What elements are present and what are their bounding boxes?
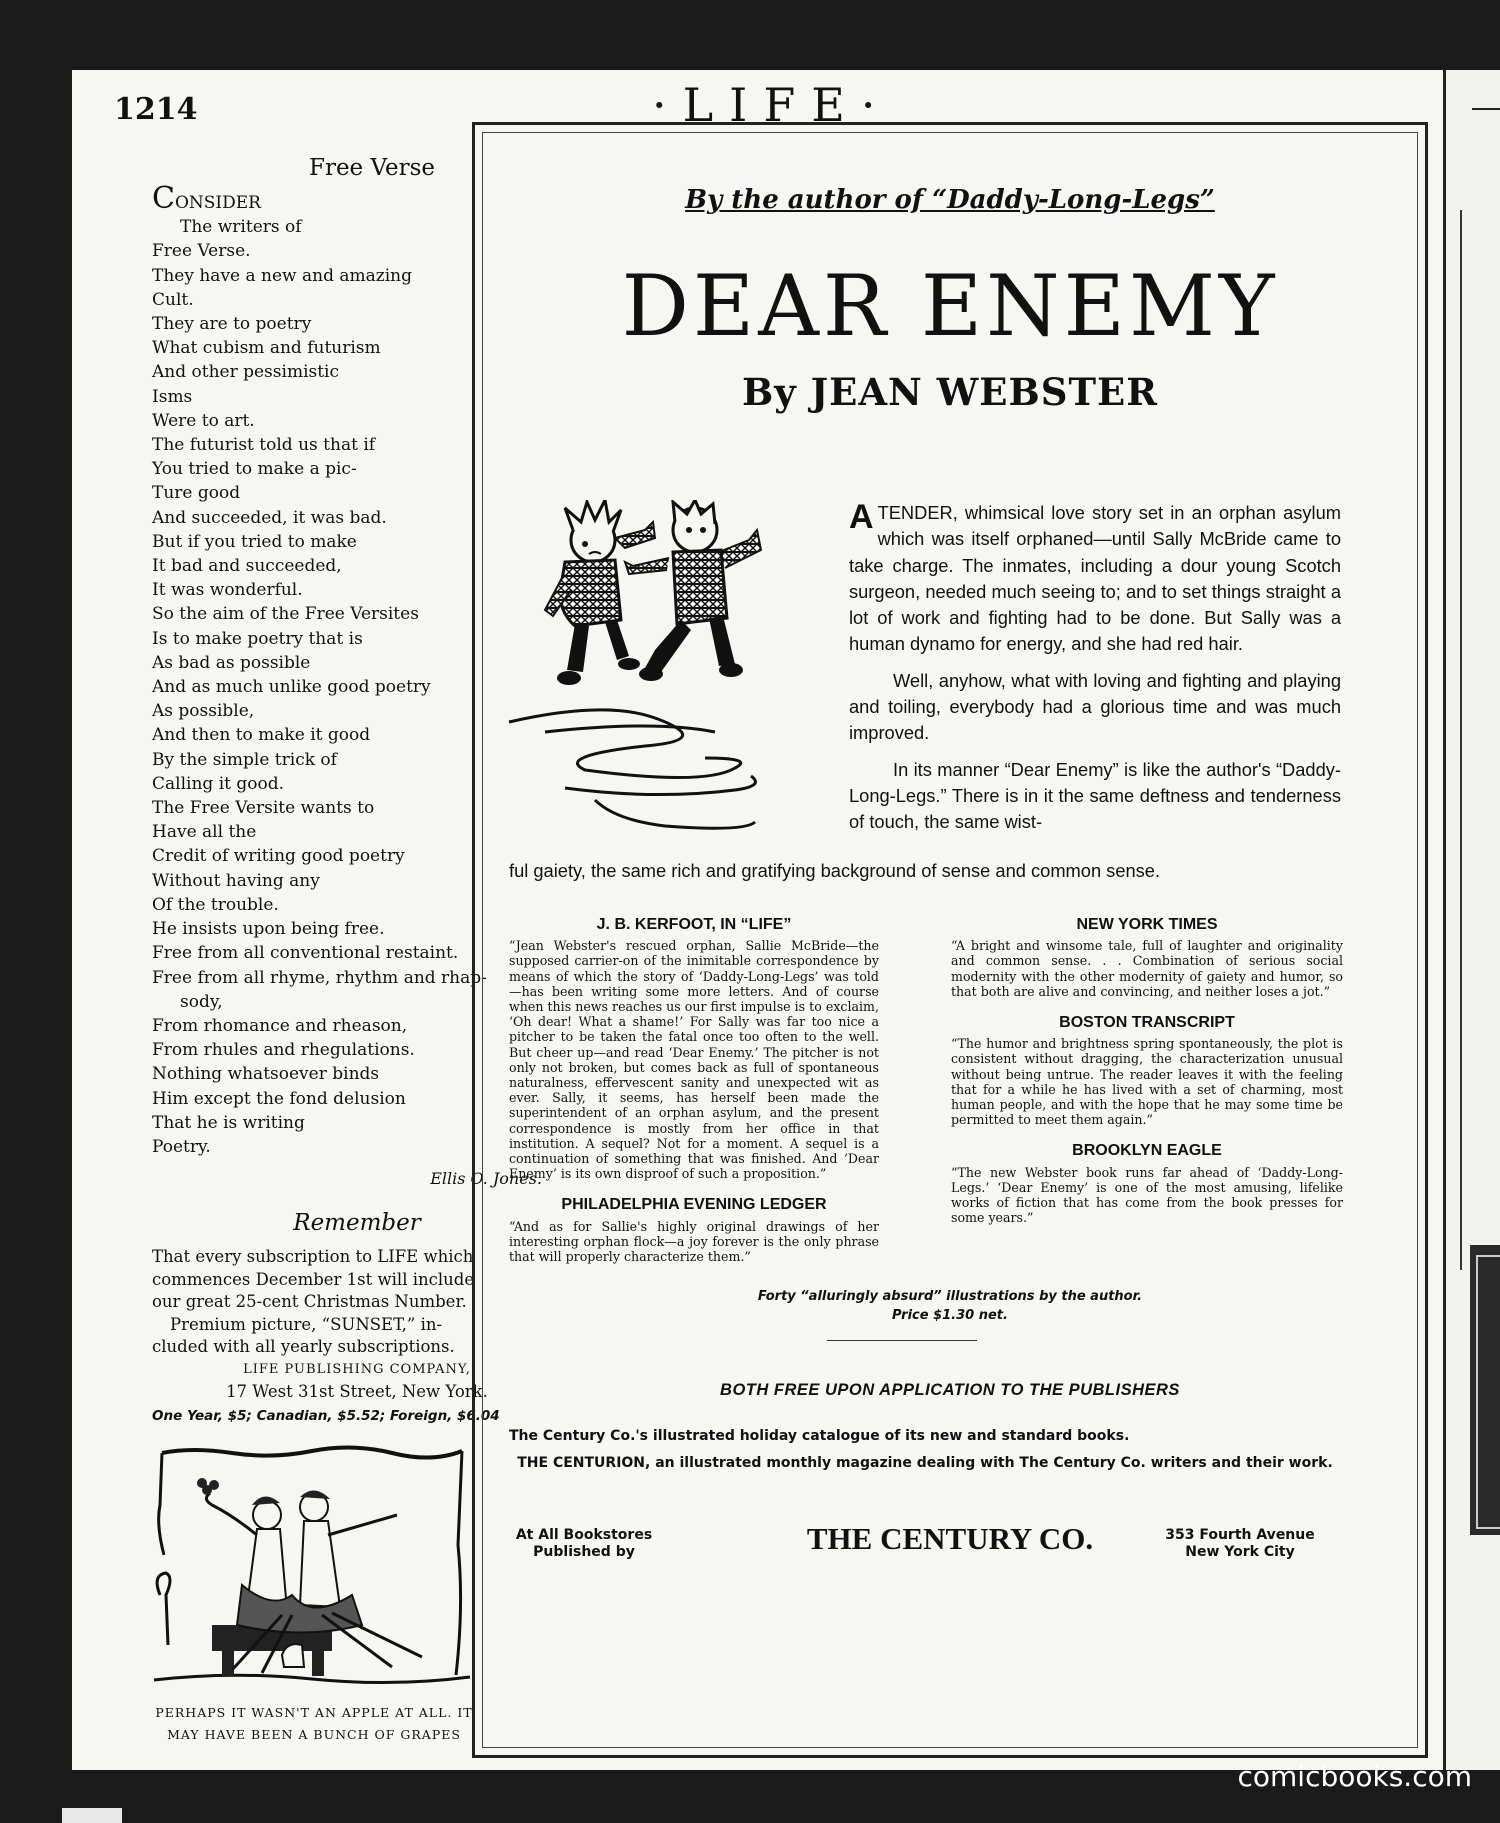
adjacent-page-edge <box>1443 70 1500 1770</box>
poem-line: And succeeded, it was bad. <box>152 507 387 528</box>
poem-line: By the simple trick of <box>152 749 337 770</box>
adjacent-page-line <box>1460 210 1462 1270</box>
remember-title: Remember <box>293 1210 421 1237</box>
address-street: 353 Fourth Avenue <box>1165 1527 1315 1543</box>
review-source: NEW YORK TIMES <box>1076 916 1218 933</box>
poem-line: Without having any <box>152 870 320 891</box>
review-text: “A bright and winsome tale, full of laughter and originality and common sense. . . Combination of serious social modernity with the other modernity of gaiety and humor, so that both are alive and convincing, and neither loses a jot.” <box>951 938 1343 999</box>
poem-line: Have all the <box>152 822 257 843</box>
description-para: ATENDER, whimsical love story set in an orphan asylum which was itself orphaned—until Sally McBride came to take charge. The inmates, including a dour young Scotch surgeon, needed much seeing to; and to set things straight a lot of work and fighting had to be done. But Sally was a human dynamo for energy, and she had red hair. <box>849 498 1341 655</box>
review-source: J. B. KERFOOT, IN “LIFE” <box>596 916 792 933</box>
book-description <box>849 500 1341 846</box>
adjacent-page-ad-border <box>1476 1255 1500 1529</box>
address-city: New York City <box>1185 1544 1295 1560</box>
adjacent-page-rule <box>1472 108 1500 110</box>
poem-line: From rhules and rhegulations. <box>152 1040 415 1061</box>
review-source: PHILADELPHIA EVENING LEDGER <box>561 1196 827 1214</box>
magazine-page <box>72 70 1448 1770</box>
poem-line: It was wonderful. <box>152 580 303 601</box>
subscription-prices: One Year, $5; Canadian, $5.52; Foreign, $6.04 <box>152 1407 500 1424</box>
remember-line: commences December 1st will include <box>152 1269 475 1289</box>
poem-line: Were to art. <box>152 410 255 431</box>
description-para: In its manner “Dear Enemy” is like the author's “Daddy-Long-Legs.” There is in it the same deftness and tenderness of touch, the same wist- <box>849 758 1341 833</box>
poem-line: And as much unlike good poetry <box>152 677 431 698</box>
catalogue-offer: The Century Co.'s illustrated holiday catalogue of its new and standard books. <box>509 1428 1130 1444</box>
poem-line: Him except the fond delusion <box>152 1088 406 1109</box>
poem-line: Nothing whatsoever binds <box>152 1064 380 1085</box>
poem-line: As possible, <box>152 701 255 722</box>
poem-title: Free Verse <box>308 155 435 181</box>
poem-line: CONSIDER <box>152 181 261 216</box>
book-title: DEAR ENEMY <box>621 257 1279 355</box>
poem-line: Of the trouble. <box>152 894 279 915</box>
review-source: BOSTON TRANSCRIPT <box>1059 1014 1235 1032</box>
publisher-name-large: THE CENTURY CO. <box>806 1521 1094 1556</box>
divider-rule <box>827 1340 977 1341</box>
cartoon-caption <box>148 1702 480 1746</box>
reviews-right-column <box>951 917 1343 1241</box>
scan-corner <box>62 1808 122 1823</box>
poem-line: They are to poetry <box>152 314 312 335</box>
publisher-address: 17 West 31st Street, New York. <box>226 1382 488 1402</box>
description-dropcap: A <box>849 498 874 536</box>
poem-line: They have a new and amazing <box>152 265 412 286</box>
caption-line: MAY HAVE BEEN A BUNCH OF GRAPES <box>167 1727 461 1742</box>
publisher-name: LIFE PUBLISHING COMPANY, <box>243 1361 471 1377</box>
publisher-address-block <box>1155 1527 1325 1561</box>
book-advertisement <box>472 122 1428 1758</box>
centurion-offer: THE CENTURION, an illustrated monthly magazine dealing with The Century Co. writers and their work. <box>517 1455 1333 1471</box>
poem-line: From rhomance and rheason, <box>152 1015 408 1036</box>
poem-line: Isms <box>152 386 193 407</box>
poem-line: He insists upon being free. <box>152 919 385 940</box>
illustrations-note <box>475 1287 1425 1325</box>
review-text: “The new Webster book runs far ahead of ‘Daddy-Long-Legs.’ ‘Dear Enemy’ is one of the most amusing, lifelike works of fiction that has come from the book presses for some years.” <box>951 1164 1343 1226</box>
review-text: “Jean Webster's rescued orphan, Sallie McBride—the supposed carrier-on of the inimitable correspondence by means of which the story of ‘Daddy-Long-Legs’ was told—has been writing some more letters. And of course when this news reaches us our first impulse is to exclaim, ‘Oh dear! What a shame!’ For Sally was far too nice a pitcher to be taken the fatal once too often to the well. But cheer up—and read ‘Dear Enemy.’ The pitcher is not only not broken, but comes back as full of spontaneous naturalness, effervescent sanity and unexpected wit as ever. Sally, it seems, has herself been made the superintendent of an orphan asylum, and the present correspondence is mostly from her office in that institution. A sequel? Not for a moment. A sequel is a continuation of something that was finished. And ‘Dear Enemy’ is its own disproof of such a proposition.” <box>509 938 879 1182</box>
poem-line: The writers of <box>180 217 302 238</box>
remember-line: Premium picture, “SUNSET,” in- <box>170 1314 443 1334</box>
reviews-left-column <box>509 917 879 1280</box>
illustrations-line: Forty “alluringly absurd” illustrations by the author. <box>757 1289 1143 1304</box>
watermark: comicbooks.com <box>1237 1760 1472 1793</box>
poem-line: The futurist told us that if <box>152 435 376 456</box>
dancing-orphans-illustration <box>505 500 835 845</box>
poem-line: It bad and succeeded, <box>152 556 342 577</box>
published-by-line: Published by <box>533 1544 635 1560</box>
book-price: Price $1.30 net. <box>892 1308 1008 1323</box>
review-source: BROOKLYN EAGLE <box>1072 1142 1222 1160</box>
bookstores-line: At All Bookstores <box>515 1527 653 1543</box>
remember-line: cluded with all yearly subscriptions. <box>152 1337 455 1357</box>
poem-line: But if you tried to make <box>152 531 357 552</box>
poem-line: As bad as possible <box>152 652 311 673</box>
poem-line: Free from all rhyme, rhythm and rhap- <box>152 967 487 988</box>
book-author: By JEAN WEBSTER <box>741 370 1158 414</box>
grapes-cartoon-illustration <box>152 1445 472 1685</box>
masthead: ·LIFE· <box>652 78 892 132</box>
poem-line: Calling it good. <box>152 773 284 794</box>
poem-line: So the aim of the Free Versites <box>152 604 419 625</box>
caption-line: PERHAPS IT WASN'T AN APPLE AT ALL. IT <box>155 1705 473 1720</box>
poem-line: You tried to make a pic- <box>152 459 357 480</box>
poem-line: And then to make it good <box>152 725 371 746</box>
poem-line: What cubism and futurism <box>152 338 381 359</box>
review-text: “The humor and brightness spring spontaneously, the plot is consistent without dragging, the characterization unusual without being untrue. The reader leaves it with the feeling that for a while he has lived with a set of charming, most human people, and with the hope that he may some time be permitted to meet them again.” <box>951 1036 1343 1128</box>
ad-byline-top: By the author of “Daddy-Long-Legs” <box>685 185 1215 215</box>
poem-author: Ellis O. Jones. <box>430 1169 542 1189</box>
poem-line: Ture good <box>152 483 241 504</box>
poem-line: Credit of writing good poetry <box>152 846 405 867</box>
poem-line: Is to make poetry that is <box>152 628 363 649</box>
poem-line: Cult. <box>152 289 194 310</box>
page-number: 1214 <box>114 92 198 127</box>
poem-line: And other pessimistic <box>152 362 340 383</box>
poem-line: Free Verse. <box>152 241 251 262</box>
poem-line: The Free Versite wants to <box>152 798 375 819</box>
remember-line: That every subscription to LIFE which <box>152 1247 474 1267</box>
description-para: Well, anyhow, what with loving and fighting and playing and toiling, everybody had a glorious time and was much improved. <box>849 669 1341 744</box>
remember-line: our great 25-cent Christmas Number. <box>152 1292 467 1312</box>
review-text: “And as for Sallie's highly original drawings of her interesting orphan flock—a joy forever is the only phrase that will properly characterize them.” <box>509 1218 879 1265</box>
poem-line: sody, <box>180 991 223 1012</box>
poem-line: Free from all conventional restaint. <box>152 943 459 964</box>
free-offer-heading: BOTH FREE UPON APPLICATION TO THE PUBLISHERS <box>720 1381 1180 1399</box>
description-para-continued: ful gaiety, the same rich and gratifying background of sense and common sense. <box>509 860 1161 881</box>
poem-line: That he is writing <box>152 1112 305 1133</box>
poem-dropcap: C <box>152 181 175 216</box>
poem-line: Poetry. <box>152 1136 211 1157</box>
